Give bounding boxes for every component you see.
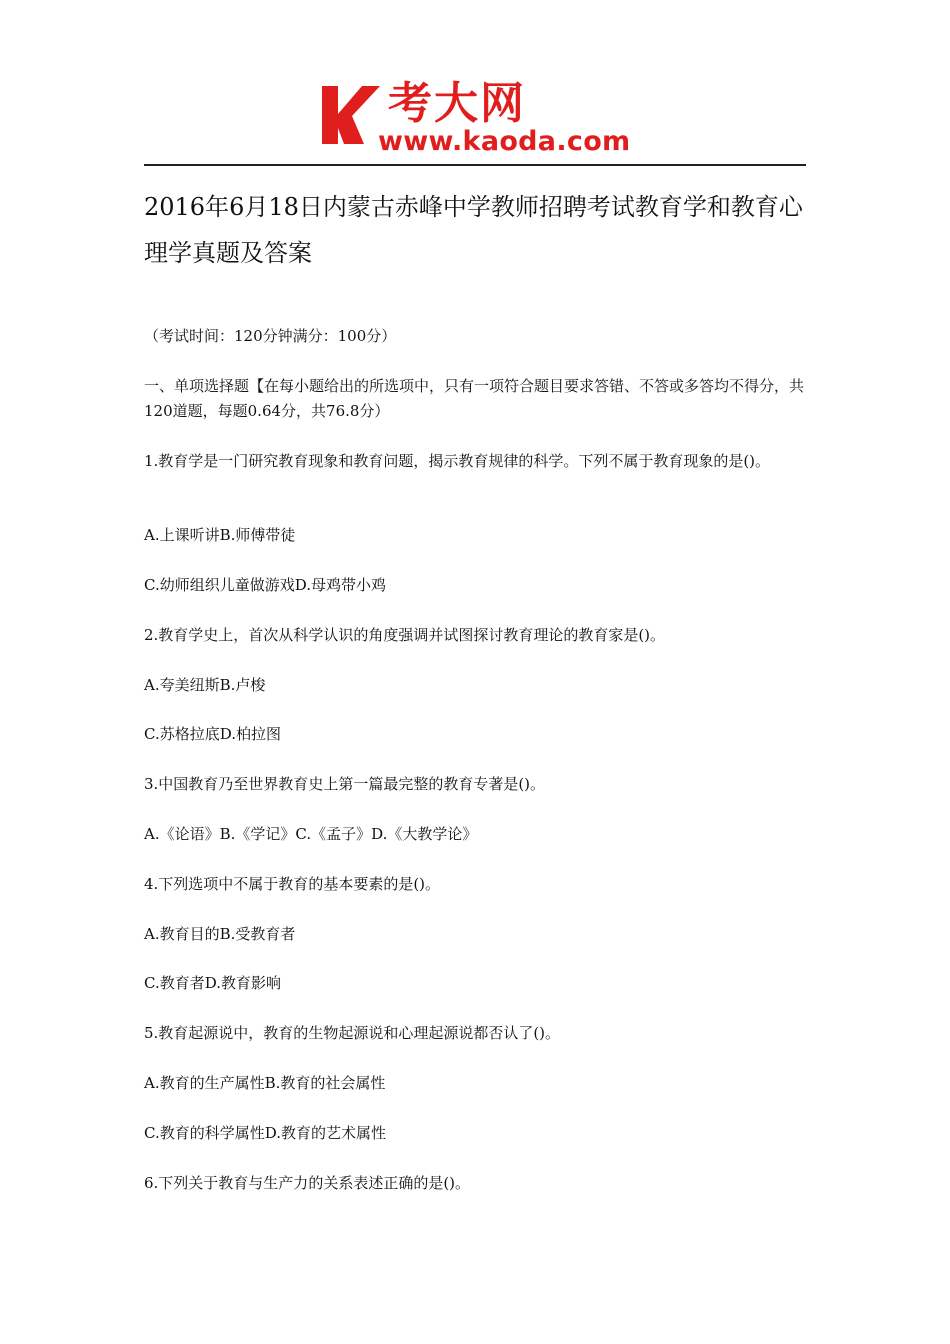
exam-info: （考试时间：120分钟满分：100分）	[144, 327, 397, 345]
option-line: C.幼师组织儿童做游戏D.母鸡带小鸡	[144, 576, 386, 594]
question-line: 5.教育起源说中，教育的生物起源说和心理起源说都否认了()。	[144, 1024, 561, 1042]
question-line: 1.教育学是一门研究教育现象和教育问题，揭示教育规律的科学。下列不属于教育现象的是()。	[144, 452, 771, 470]
kaoda-logo	[318, 80, 648, 160]
question-line: 6.下列关于教育与生产力的关系表述正确的是()。	[144, 1174, 471, 1192]
question-line: 4.下列选项中不属于教育的基本要素的是()。	[144, 875, 441, 893]
option-line: A.《论语》B.《学记》C.《孟子》D.《大教学论》	[144, 825, 478, 843]
option-line: A.夸美纽斯B.卢梭	[144, 676, 266, 694]
section-heading: 一、单项选择题【在每小题给出的所选项中，只有一项符合题目要求答错、不答或多答均不得分，共120道题，每题0.64分，共76.8分）	[144, 377, 805, 420]
option-line: A.教育的生产属性B.教育的社会属性	[144, 1074, 386, 1092]
logo-url-text: www.kaoda.com	[378, 126, 631, 157]
option-line: C.教育的科学属性D.教育的艺术属性	[144, 1124, 386, 1142]
header-divider	[144, 164, 806, 166]
question-line: 2.教育学史上，首次从科学认识的角度强调并试图探讨教育理论的教育家是()。	[144, 626, 666, 644]
option-line: C.苏格拉底D.柏拉图	[144, 725, 281, 743]
document-title: 2016年6月18日内蒙古赤峰中学教师招聘考试教育学和教育心理学真题及答案	[144, 193, 803, 267]
question-line: 3.中国教育乃至世界教育史上第一篇最完整的教育专著是()。	[144, 775, 546, 793]
logo-chinese-text: 考大网	[388, 78, 526, 129]
option-line: C.教育者D.教育影响	[144, 974, 281, 992]
option-line: A.教育目的B.受教育者	[144, 925, 296, 943]
option-line: A.上课听讲B.师傅带徒	[144, 526, 296, 544]
